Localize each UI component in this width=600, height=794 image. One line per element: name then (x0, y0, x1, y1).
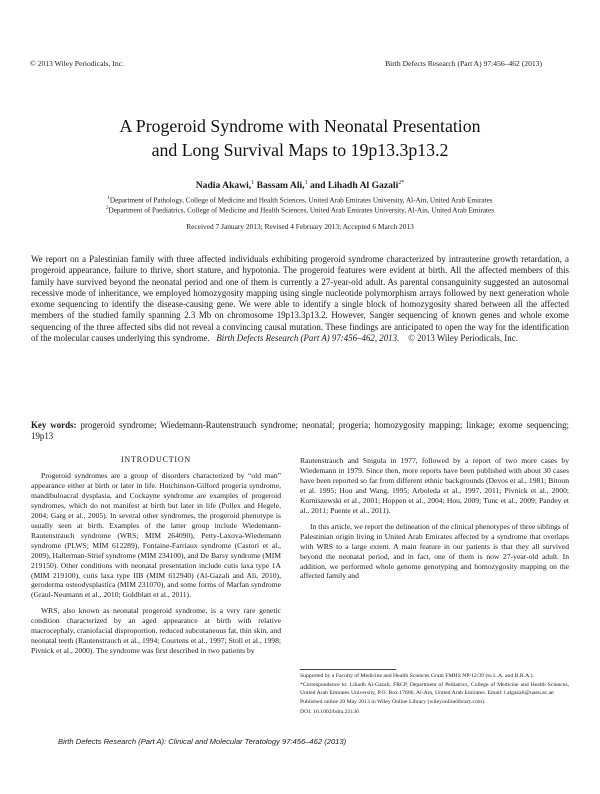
title-line-1: A Progeroid Syndrome with Neonatal Presentation (119, 116, 481, 136)
affiliation-mark: 1 (107, 196, 110, 201)
body-paragraph: WRS, also known as neonatal progeroid syndrome, is a very rare genetic condition characterized by an aged appearance at birth with relative macrocephaly, craniofacial disproportion, reduced subcutaneous fat, thin skin, and neonatal teeth (Rautenstrauch et al., 1994; Courtens et al., 1997; Stoll et al., 1998; Pivnick et al., 2000). The syndrome was first described in two patients by (31, 606, 282, 656)
affiliation-text: Department of Paediatrics, College of Medicine and Health Sciences, United Arab Emirates University, Al-Ain, United Arab Emirates (108, 206, 495, 215)
abstract-copyright: © 2013 Wiley Periodicals, Inc. (408, 333, 518, 344)
author-affiliation-mark: 1 (251, 180, 255, 186)
title-line-2: and Long Survival Maps to 19p13.3p13.2 (151, 140, 449, 160)
left-column (31, 471, 281, 662)
footnote-doi: DOI: 10.1002/bdra.23136 (300, 708, 359, 715)
affiliation (40, 206, 560, 214)
affiliation-text: Department of Pathology, College of Medicine and Health Sciences, United Arab Emirates University, Al-Ain, United Arab Emirates (109, 196, 493, 205)
author-name: Bassam Ali, (254, 180, 305, 192)
page-footer: Birth Defects Research (Part A): Clinical and Molecular Teratology 97:456–462 (2013) (58, 737, 347, 746)
author-list (0, 180, 600, 191)
keywords (31, 420, 569, 443)
footnote-correspondence: *Correspondence to: Lihadh Al-Gazali, FRCP, Department of Pediatrics, College of Medicine and Health Sciences, United Arab Emirates University, P.O. Box 17666, Al-Ain, United Arab Emirates. Email: l.algazali@uaeu.ac.ae (300, 682, 569, 696)
footnote-published: Published online 20 May 2013 in Wiley Online Library (wileyonlinelibrary.com). (300, 699, 486, 706)
submission-dates: Received 7 January 2013; Revised 4 February 2013; Accepted 6 March 2013 (186, 222, 414, 231)
author-affiliation-mark: 1 (304, 180, 308, 186)
article-title (40, 114, 560, 162)
right-column (300, 456, 569, 587)
body-paragraph: Progeroid syndromes are a group of disorders characterized by “old man” appearance either at birth or later in life. Hutchinson-Gilford progeria syndrome, mandibuloacral dysplasia, and Cockayne syndrome are examples of progeroid syndromes, which do not manifest at birth but later in life (Pollex and Hegele, 2004; Garg et al., 2005). In several other syndromes, the progeroid phenotype is usually seen at birth. Examples of the latter group include Wiedemann-Rautenstrauch syndrome (WRS; MIM 264090), Petty-Laxova-Wiedemann syndrome (PLWS; MIM 612289), Fontaine-Farriaux syndrome (Castori et al., 2009), Hallerman-Strief syndrome (MIM 234100), and De Barsy syndrome (MIM 219150). Other conditions with neonatal presentation include cutis laxa type 1A (MIM 219100), cutis laxa type IIB (MIM 612940) (Al-Gazali and Ali, 2010), geroderma osteodysplastica (MIM 231070), and some forms of Marfan syndrome (Graul-Neumann et al., 2010; Goldblatt et al., 2011). (31, 471, 281, 600)
affiliation (40, 196, 560, 204)
footnote-divider (300, 669, 396, 670)
author-conjunction: and (307, 180, 328, 192)
header-copyright: © 2013 Wiley Periodicals, Inc. (30, 59, 124, 68)
keywords-text: progeroid syndrome; Wiedemann-Rautenstrauch syndrome; neonatal; progeria; homozygosity mapping; linkage; exome sequencing; 19p13 (31, 420, 570, 442)
header-journal-ref: Birth Defects Research (Part A) 97:456–462 (2013) (385, 59, 542, 68)
body-paragraph: Rautenstrauch and Snigula in 1977, followed by a report of two more cases by Wiedemann in 1979. Since then, more reports have been published with about 30 cases have been reported so far from different ethnic backgrounds (Devos et al., 1981; Bitoun et al. 1995; Hou and Wang, 1995; Arboleda et al., 1997, 2011; Pivnick et al., 2000; Korniszewski et al., 2001; Hoppen et al., 2004; Hou, 2009; Tunc et al., 2009; Pandey et al., 2011; Puente et al., 2011). (300, 456, 569, 515)
footnotes (300, 673, 569, 718)
abstract-citation: Birth Defects Research (Part A) 97:456–462, 2013. (216, 333, 400, 344)
keywords-label: Key words: (31, 420, 77, 430)
footnote-support: Supported by a Faculty of Medicine and Health Sciences Grant FMHS NP/12/39 (to L.A. and B.R.A.). (300, 673, 534, 679)
body-paragraph: In this article, we report the delineation of the clinical phenotypes of three siblings of Palestinian origin living in United Arab Emirates affected by a syndrome that overlaps with WRS to a large extent. A main feature in our patients is that they all survived beyond the neonatal period, and in fact, one of them is now 27-year-old adult. In addition, we performed whole genome genotyping and homozygosity mapping on the affected family and (300, 521, 569, 581)
abstract (31, 254, 569, 344)
author-name: Nadia Akawi, (195, 180, 252, 192)
abstract-text: We report on a Palestinian family with three affected individuals exhibiting progeroid syndrome characterized by intrauterine growth retardation, a progeroid appearance, failure to thrive, short stature, and hypotonia. The progeroid features were evident at birth. All the affected members of this family have survived beyond the neonatal period and one of them is currently a 27-year-old adult. As parental consanguinity suggested an autosomal recessive mode of inheritance, we employed homozygosity mapping using single nucleotide polymorphism arrays followed by next generation whole exome sequencing to identify the disease-causing gene. We were able to identify a single block of homozygosity shared between all the affected members of the studied family spanning 2.3 Mb on chromosome 19p13.3p13.2. However, Sanger sequencing of known genes and whole exome sequencing of the three affected sibs did not reveal a convincing causal mutation. These findings are anticipated to open the way for the identification of the molecular causes underlying this syndrome. (31, 254, 569, 344)
affiliation-mark: 2 (105, 206, 109, 211)
section-heading-introduction: INTRODUCTION (120, 455, 192, 464)
author-name: Lihadh Al Gazali (327, 180, 399, 192)
author-affiliation-mark: 2* (398, 180, 405, 186)
